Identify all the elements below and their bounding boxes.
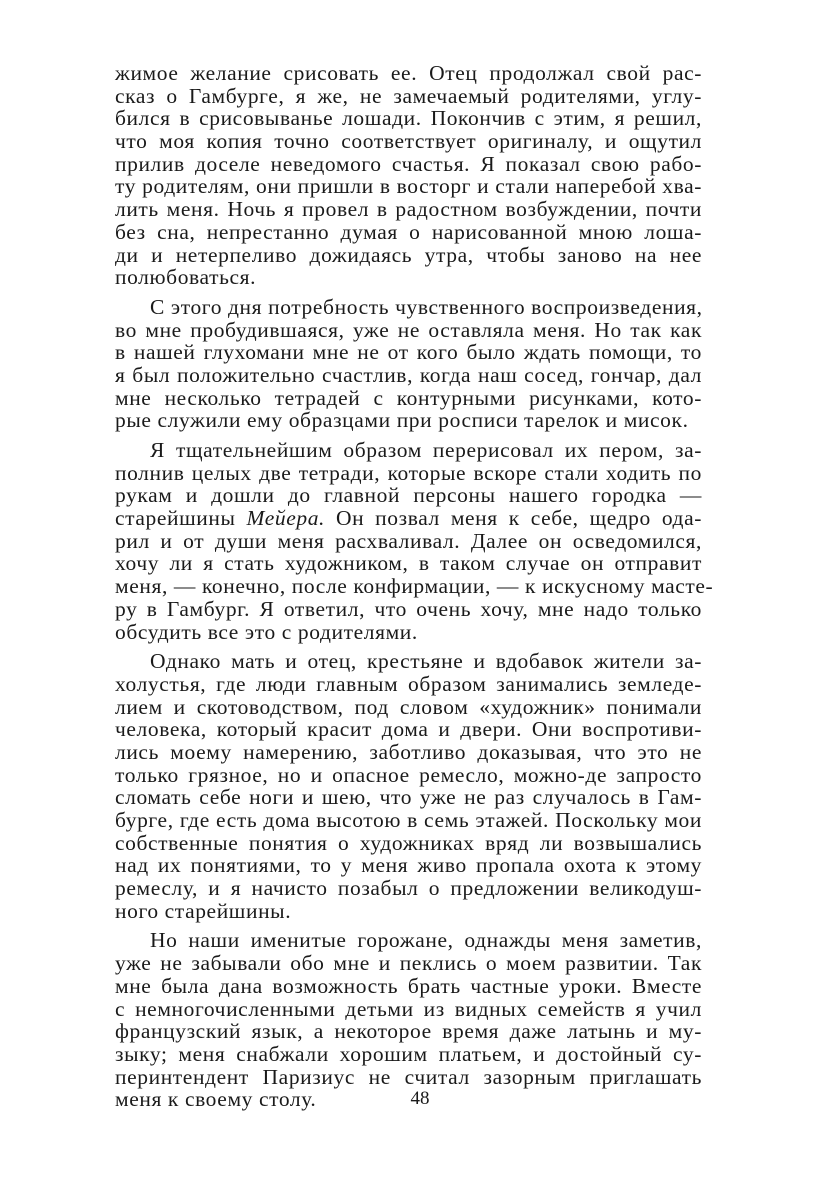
- text-line: хочу ли я стать художником, в таком случае он отправит: [115, 551, 702, 576]
- text-line: полюбоваться.: [115, 265, 257, 290]
- text-line: полнив целых две тетради, которые вскоре стали ходить по: [115, 460, 702, 485]
- text-line: без сна, непрестанно думая о нарисованной мною лоша-: [115, 219, 702, 244]
- paragraph: [115, 62, 702, 289]
- text-line: лием и скотоводством, под словом «художник» понимали: [115, 694, 702, 719]
- text-line: сказ о Гамбурге, я же, не замечаемый родителями, углу-: [115, 83, 702, 108]
- text-line: мне несколько тетрадей с контурными рисунками, кото-: [115, 385, 702, 410]
- text-line: меня к своему столу.: [115, 1087, 317, 1112]
- italic-name: Мейера.: [246, 506, 326, 531]
- paragraph: [115, 929, 702, 1111]
- text-line: над их понятиями, то у меня живо пропала охота к этому: [115, 853, 702, 878]
- text-line: ремеслу, и я начисто позабыл о предложении великодуш-: [115, 876, 702, 901]
- text-line: бился в срисовыванье лошади. Покончив с этим, я решил,: [115, 106, 702, 131]
- text-line: старейшины Мейера. Он позвал меня к себе, щедро ода-: [115, 506, 702, 531]
- text-line: с немногочисленными детьми из видных семейств я учил: [115, 996, 702, 1021]
- text-line: лить меня. Ночь я провел в радостном возбуждении, почти: [115, 197, 702, 222]
- paragraph: [115, 650, 702, 922]
- text-line: во мне пробудившаяся, уже не оставляла меня. Но так как: [115, 317, 702, 342]
- text-line: в нашей глухомани мне не от кого было ждать помощи, то: [115, 340, 702, 365]
- text-line: обсудить все это с родителями.: [115, 619, 418, 644]
- text-line: человека, который красит дома и двери. Они воспротиви-: [115, 717, 702, 742]
- text-line: лись моему намерению, заботливо доказывая, что это не: [115, 739, 702, 764]
- text-line: меня, — конечно, после конфирмации, — к искусному масте-: [115, 574, 714, 599]
- text-line: жимое желание срисовать ее. Отец продолжал свой рас-: [115, 61, 702, 85]
- text-line: рил и от души меня расхваливал. Далее он осведомился,: [115, 528, 702, 553]
- text-line: Я тщательнейшим образом перерисовал их пером, за-: [150, 438, 702, 462]
- text-line: ного старейшины.: [115, 898, 292, 923]
- text-line: уже не забывали обо мне и пеклись о моем развитии. Так: [115, 951, 702, 976]
- text-line: сломать себе ноги и шею, что уже не раз случалось в Гам-: [115, 785, 702, 810]
- text-line: только грязное, но и опасное ремесло, можно-де запросто: [115, 762, 702, 787]
- text-line: собственные понятия о художниках вряд ли возвышались: [115, 830, 702, 855]
- text-line: бурге, где есть дома высотою в семь этажей. Поскольку мои: [115, 808, 702, 832]
- text-line: что моя копия точно соответствует оригиналу, и ощутил: [115, 129, 702, 154]
- text-line: зыку; меня снабжали хорошим платьем, и достойный су-: [115, 1041, 702, 1066]
- text-line: ру в Гамбург. Я ответил, что очень хочу, мне надо только: [115, 596, 702, 621]
- page-number: 48: [410, 1088, 430, 1109]
- text-line: прилив доселе неведомого счастья. Я показал свою рабо-: [115, 151, 702, 176]
- paragraph: [115, 438, 714, 644]
- text-line: перинтендент Паризиус не считал зазорным приглашать: [115, 1064, 702, 1089]
- text-line: С этого дня потребность чувственного воспроизведения,: [150, 294, 703, 319]
- text-line: рукам и дошли до главной персоны нашего городка —: [115, 483, 702, 508]
- text-line: Однако мать и отец, крестьяне и вдобавок жители за-: [150, 649, 702, 674]
- text-line: Но наши именитые горожане, однажды меня заметив,: [150, 928, 702, 953]
- text-line: ту родителям, они пришли в восторг и стали наперебой хва-: [115, 174, 702, 199]
- text-line: я был положительно счастлив, когда наш сосед, гончар, дал: [115, 362, 702, 387]
- text-line: ди и нетерпеливо дожидаясь утра, чтобы заново на нее: [115, 242, 702, 267]
- book-page-text: [115, 61, 714, 1118]
- text-line: рые служили ему образцами при росписи тарелок и мисок.: [115, 408, 689, 433]
- text-line: холустья, где люди главным образом занимались земледе-: [115, 671, 702, 696]
- text-line: французский язык, а некоторое время даже латынь и му-: [115, 1019, 702, 1044]
- text-line: мне была дана возможность брать частные уроки. Вместе: [115, 973, 702, 998]
- paragraph: [115, 296, 702, 432]
